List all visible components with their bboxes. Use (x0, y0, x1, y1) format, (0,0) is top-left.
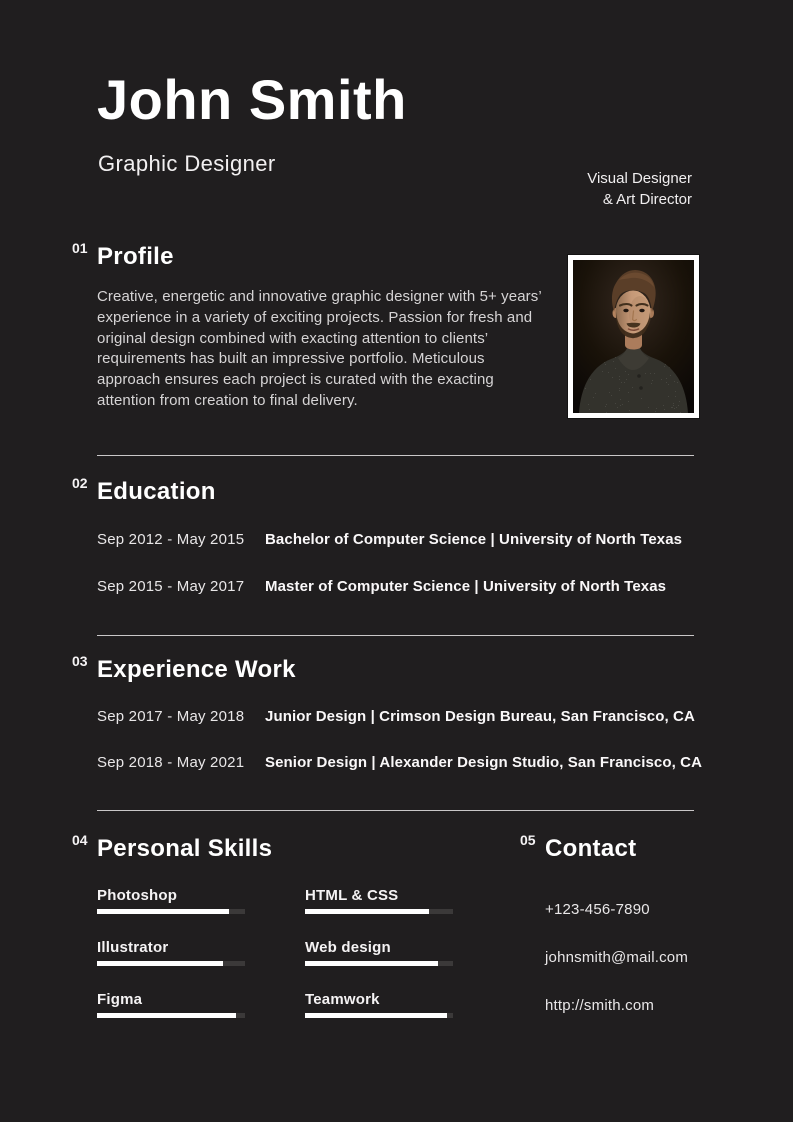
skill-bar-fill (97, 961, 223, 966)
experience-detail: Junior Design | Crimson Design Bureau, San Francisco, CA (265, 708, 695, 725)
education-row (97, 531, 682, 548)
skill-bar-fill (305, 961, 438, 966)
section-education (72, 475, 683, 625)
skill-item (97, 991, 245, 1018)
skill-item (305, 939, 453, 966)
section-skills (72, 832, 453, 1018)
skill-bar-track (305, 961, 453, 966)
section-divider (97, 810, 694, 811)
section-number: 04 (72, 832, 88, 848)
skill-bar-fill (305, 1013, 447, 1018)
experience-dates: Sep 2017 - May 2018 (97, 708, 245, 725)
section-divider (97, 635, 694, 636)
skill-label: Illustrator (97, 939, 169, 956)
skill-item (305, 991, 453, 1018)
experience-detail: Senior Design | Alexander Design Studio, San Francisco, CA (265, 754, 703, 771)
contact-item: http://smith.com (545, 997, 655, 1014)
education-list (97, 531, 682, 595)
skill-label: Teamwork (305, 991, 380, 1008)
section-contact (520, 832, 689, 1045)
skill-bar-fill (305, 909, 429, 914)
skills-grid (97, 887, 453, 1018)
section-number: 01 (72, 240, 88, 256)
education-detail: Master of Computer Science | University of North Texas (265, 578, 667, 595)
tagline (587, 168, 692, 210)
education-dates: Sep 2015 - May 2017 (97, 578, 245, 595)
section-title-contact: Contact (545, 835, 637, 862)
contact-item: +123-456-7890 (545, 901, 650, 918)
skill-bar-track (305, 1013, 453, 1018)
section-title-experience: Experience Work (97, 656, 296, 683)
contact-list (545, 901, 688, 1014)
experience-dates: Sep 2018 - May 2021 (97, 754, 245, 771)
person-name: John Smith (97, 68, 407, 131)
skill-bar-track (97, 961, 245, 966)
skill-item (305, 887, 453, 914)
skill-bar-track (305, 909, 453, 914)
skill-bar-track (97, 1013, 245, 1018)
contact-item: johnsmith@mail.com (545, 949, 689, 966)
skill-bar-track (97, 909, 245, 914)
section-number: 03 (72, 653, 88, 669)
education-row (97, 578, 682, 595)
profile-summary: Creative, energetic and innovative graphic designer with 5+ years’ experience in a variety of exciting projects. Passion for fresh and original design combined with exacting attention to clients’ requirements has built an impressive portfolio. Meticulous approach ensures each project is curated with the exacting attention from creation to final delivery. (97, 288, 542, 409)
profile-photo (568, 255, 699, 418)
portrait-illustration (573, 260, 694, 413)
experience-row (97, 754, 702, 771)
section-number: 02 (72, 475, 88, 491)
section-experience (72, 653, 703, 800)
section-title-skills: Personal Skills (97, 835, 273, 862)
job-title: Graphic Designer (98, 151, 276, 176)
tagline-line-1: Visual Designer (587, 170, 692, 187)
section-title-profile: Profile (97, 243, 174, 270)
skill-label: Photoshop (97, 887, 178, 904)
experience-list (97, 708, 702, 771)
section-divider (97, 455, 694, 456)
skill-bar-fill (97, 909, 229, 914)
skill-item (97, 887, 245, 914)
skill-label: HTML & CSS (305, 887, 399, 904)
skill-bar-fill (97, 1013, 236, 1018)
section-number: 05 (520, 832, 536, 848)
education-detail: Bachelor of Computer Science | University of North Texas (265, 531, 683, 548)
section-profile (72, 240, 549, 412)
skill-label: Web design (305, 939, 391, 956)
education-dates: Sep 2012 - May 2015 (97, 531, 245, 548)
section-title-education: Education (97, 478, 216, 505)
skill-item (97, 939, 245, 966)
experience-row (97, 708, 702, 725)
tagline-line-2: & Art Director (602, 191, 692, 208)
skill-label: Figma (97, 991, 143, 1008)
